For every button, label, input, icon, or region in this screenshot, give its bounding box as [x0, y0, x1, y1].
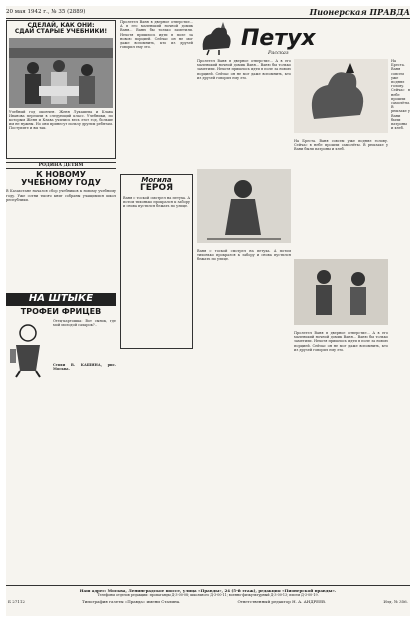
- cartoon-image: [6, 319, 50, 379]
- page-footer: [6, 585, 410, 616]
- photo-students: [9, 38, 113, 108]
- column-a: [120, 20, 193, 584]
- story-title: Петух: [241, 25, 316, 51]
- story-text-1: Пролетел Ваня в дверное отверстие... А в его маленький ночной домик Ваня... Ваню бы только заметили. Нехотя пришлось идти в поле за новою порцией. Сейчас он не мог даже вспомнить, кто из друзей говорил ему это.: [197, 59, 291, 80]
- footer-bottom-line: [6, 599, 410, 604]
- mogila-label: Могила: [141, 176, 172, 184]
- story-col-3: [391, 59, 410, 584]
- page-header: [6, 6, 410, 19]
- story-area: [197, 20, 410, 584]
- rooster-icon: [197, 20, 237, 56]
- footer-order: Изд. № 356.: [383, 599, 408, 604]
- story-text-5: На Бреста. Ваня совсем уже поднял голову. Сейчас в небе прошли самолёты. В рюкзаке у Вани были патроны и хлеб.: [391, 59, 410, 131]
- cartoon-signature: Стихи В. КАШИНА, рис. Москва.: [53, 363, 116, 372]
- story-col-2: [294, 59, 388, 584]
- footer-printer: Типография газеты «Правда» имени Сталина.: [82, 599, 181, 604]
- story-columns: [197, 59, 410, 584]
- issue-date: 20 мая 1942 г., № 35 (2889): [6, 9, 86, 15]
- section-rodina-detyam: РОДИНА ДЕТЯМ: [6, 162, 116, 169]
- story-text-4: Пролетел Ваня в дверное отверстие... А в его маленький ночной домик Ваня... Ваню бы только заметили. Нехотя пришлось идти в поле за новою порцией. Сейчас он не мог даже вспомнить, кто из друзей говорил ему это.: [294, 331, 388, 352]
- mogila-text: Ваня с тоской смотрел на петуха. А потом тихонько прокрался к забору и снова пустился бежать по улице.: [123, 195, 190, 209]
- fritz-cartoon: [6, 319, 116, 379]
- story-text-3: На Бреста. Ваня совсем уже поднял голову. Сейчас в небе прошли самолёты. В рюкзаке у Вани были патроны и хлеб.: [294, 139, 388, 152]
- cartoon-caption: Отец-картошка: Вот сынок, где мой молодой сахарок?..: [53, 319, 116, 328]
- newspaper-page: [6, 6, 410, 616]
- textbook-text: Учебный год окончен. Женя Лукашева и Клава Иванова перешли в следующий класс. Учебники, по которым Женя и Клава учились весь этот год, больше им не нужны. Но они принесут пользу другим ребятам. Поступите и вы так.: [9, 109, 113, 131]
- geroya-label: ГЕРОЯ: [139, 183, 174, 194]
- left-column: [6, 20, 116, 584]
- illustration-rooster: [294, 59, 388, 133]
- footer-code: Б 27112: [8, 599, 25, 604]
- illustration-soldiers: [294, 259, 388, 325]
- na-shtyke-title: НА ШТЫКЕ: [6, 293, 116, 306]
- headline-textbooks: СДЕЛАЙ, КАК ОНИ: СДАЙ СТАРЫЕ УЧЕБНИКИ!: [14, 22, 108, 36]
- article-kazakhstan: В Казахстане начался сбор учебников к новому учебному году. Уже сотни тысяч книг собраны учащимися школ республики.: [6, 189, 116, 202]
- footer-address: Наш адрес: Москва, Ленинградское шоссе, улица «Правды», 24 (5-й этаж), редакция «Пионерской правды».: [79, 588, 337, 593]
- story-text-2: Ваня с тоской смотрел на петуха. А потом тихонько прокрался к забору и снова пустился бежать по улице.: [197, 249, 291, 262]
- photo-image: [9, 38, 113, 108]
- footer-phones: Телефоны отделов редакции: пропаганды Д-3-00-08; школьного Д-3-00-11; военно-физкультурный Д-3-00-13; писем Д-3-00-19.: [97, 593, 319, 597]
- mogila-geroya-box: [120, 174, 193, 349]
- story-title-block: [197, 20, 410, 56]
- textbook-box: [6, 20, 116, 159]
- story-subtitle: Рассказ: [267, 50, 289, 56]
- illustration-boy: [197, 169, 291, 243]
- na-shtyke-block: [6, 293, 116, 379]
- footer-editor: Ответственный редактор Н. А. АНДРЕЕВ.: [237, 599, 327, 604]
- story-col-1: [197, 59, 291, 584]
- newspaper-brand: Пионерская ПРАВДА: [309, 7, 410, 17]
- main-area: [120, 20, 410, 584]
- headline-new-school-year: К НОВОМУ УЧЕБНОМУ ГОДУ: [21, 169, 101, 187]
- trofei-title: ТРОФЕИ ФРИЦЕВ: [20, 306, 102, 316]
- column-a-text-1: Пролетел Ваня в дверное отверстие... А в его маленький ночной домик Ваня... Ваню бы только заметили. Нехотя пришлось идти в поле за новою порцией. Сейчас он не мог даже вспомнить, кто из друзей говорил ему это.: [120, 20, 193, 50]
